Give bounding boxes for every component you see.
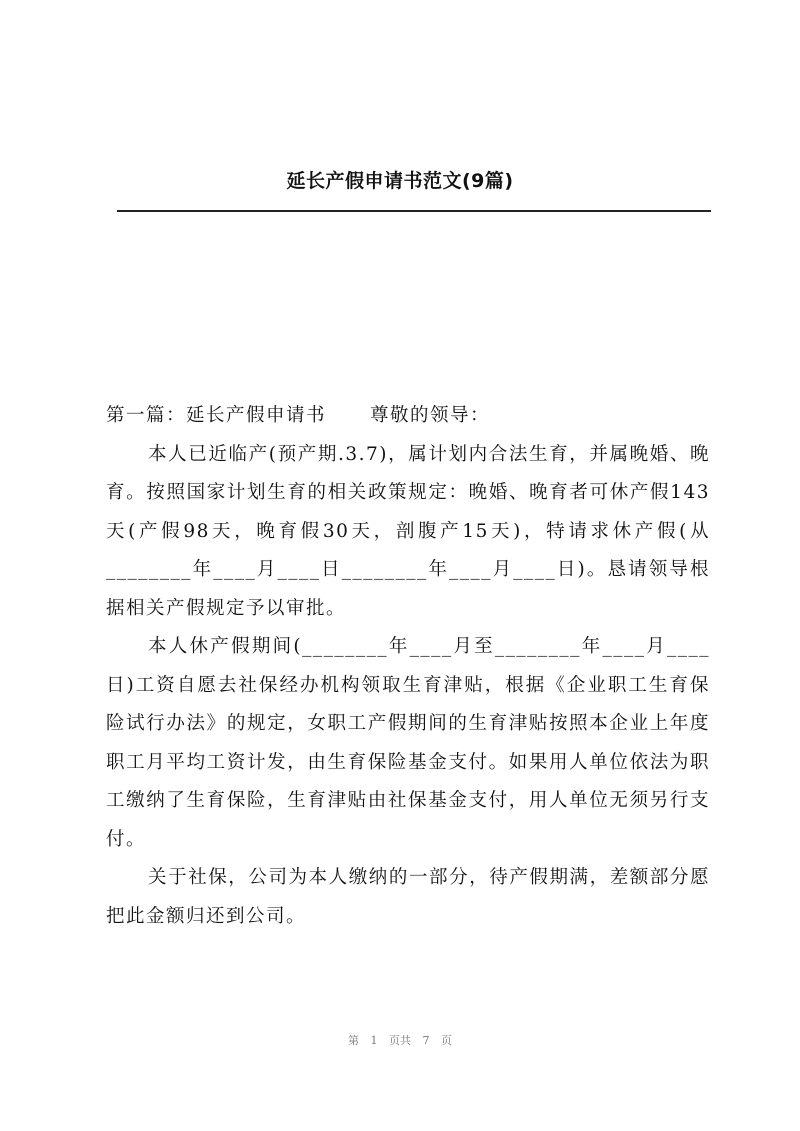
paragraph-1: 本人已近临产(预产期.3.7)，属计划内合法生育，并属晚婚、晚育。按照国家计划生育的相关政策规定：晚婚、晚育者可休产假143天(产假98天，晚育假30天，剖腹产15天)，特请求休产假(从________年____月____日________年____月____日)。恳请领导根据相关产假规定予以审批。 xyxy=(106,443,710,619)
salutation: 尊敬的领导： xyxy=(370,405,491,426)
page-title: 延长产假申请书范文(9篇) xyxy=(286,170,514,192)
page-footer: 第 1 页共 7 页 xyxy=(348,1034,452,1047)
document-body xyxy=(106,397,710,936)
section-heading-line xyxy=(106,397,710,436)
title-divider xyxy=(117,210,711,212)
paragraph-3: 关于社保，公司为本人缴纳的一部分，待产假期满，差额部分愿把此金额归还到公司。 xyxy=(106,867,710,927)
paragraph-2: 本人休产假期间(________年____月至________年____月____日)工资自愿去社保经办机构领取生育津贴，根据《企业职工生育保险试行办法》的规定，女职工产假期间的生育津贴按照本企业上年度职工月平均工资计发，由生育保险基金支付。如果用人单位依法为职工缴纳了生育保险，生育津贴由社保基金支付，用人单位无须另行支付。 xyxy=(106,636,710,850)
section-heading: 第一篇：延长产假申请书 xyxy=(106,405,327,426)
